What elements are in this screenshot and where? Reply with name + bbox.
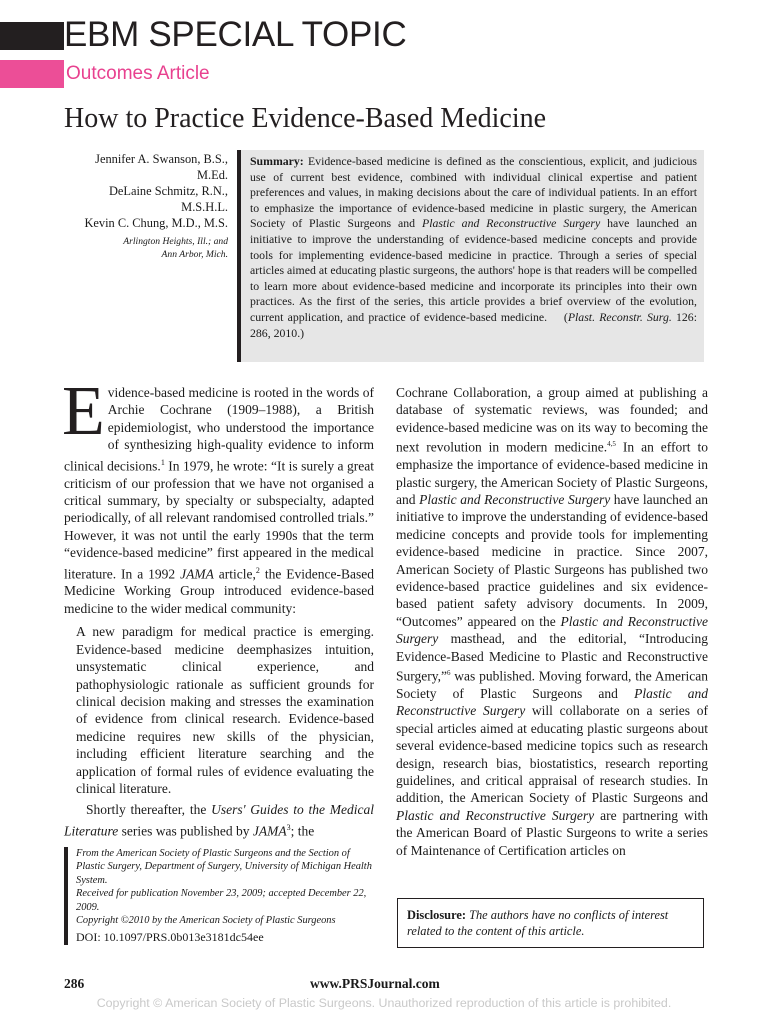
summary-text: have launched an initiative to improve the understanding of evidence-based medicine concepts and provide tools for implementing evidence-based medicine in practice. Through a series of special articles aimed at educating plastic surgeons, the authors' hope is that readers will be compelled to learn more about evidence-based medicine and incorporate its principles into their own practices. As the first of the series, this article provides a brief overview of the evolution, current application, and practice of evidence-based medicine. xyxy=(250,216,697,324)
journal-name: JAMA xyxy=(180,566,214,582)
disclosure-box xyxy=(397,898,704,948)
header-black-bar xyxy=(0,22,64,50)
reference-marker: 6 xyxy=(447,669,451,677)
disclosure-text: The authors have no conflicts of interest related to the content of this article. xyxy=(407,908,669,938)
body-text: the Evidence-Based Medicine Working Group introduced evidence-based medicine to the wider medical community: xyxy=(64,566,374,616)
author-affiliation: Ann Arbor, Mich. xyxy=(161,249,228,260)
header-pink-bar xyxy=(0,60,64,88)
body-text: are partnering with the American Board of Plastic Surgeons to write a series of Maintenance of Certification articles on xyxy=(396,807,708,858)
section-topic: EBM SPECIAL TOPIC xyxy=(64,15,407,54)
author-line: M.Ed. xyxy=(197,168,228,182)
journal-name: Plastic and Reconstructive Surgery xyxy=(396,685,709,719)
body-text: vidence-based medicine is rooted in the words of Archie Cochrane (1909–1988), a British epidemiologist, who understood the importance of synthesizing high-quality evidence to inform clinical decisions. xyxy=(64,385,374,474)
provenance-received: Received for publication November 23, 2009; accepted December 22, 2009. xyxy=(76,888,367,913)
body-text: was published. Moving forward, the American Society of Plastic Surgeons and xyxy=(396,668,708,701)
reference-marker: 2 xyxy=(255,565,260,575)
body-text: ; the xyxy=(290,823,315,839)
body-text: article, xyxy=(213,566,256,582)
summary-box xyxy=(237,150,704,362)
body-text: Cochrane Collaboration, a group aimed at publishing a database of systematic reviews, was founded; and evidence-based medicine was on its way to becoming the next revolution in modern medicine. xyxy=(396,385,708,455)
body-column-left xyxy=(62,373,375,840)
journal-name: JAMA xyxy=(252,823,287,839)
author-affiliation: Arlington Heights, Ill.; and xyxy=(123,236,228,247)
body-text: Shortly thereafter, the xyxy=(86,802,212,818)
summary-label: Summary: xyxy=(250,154,304,168)
body-paragraph xyxy=(62,373,374,617)
reference-marker: 4,5 xyxy=(607,440,616,449)
series-title: Users' Guides to the Medical Literature xyxy=(64,802,375,839)
page-number: 286 xyxy=(64,976,85,991)
body-text: In an effort to emphasize the importance of evidence-based medicine in plastic surgery, the American Society of Plastic Surgeons, and xyxy=(396,439,708,507)
provenance-note xyxy=(64,847,376,945)
copyright-notice: Copyright © American Society of Plastic Surgeons. Unauthorized reproduction of this article is prohibited. xyxy=(96,996,672,1010)
journal-name: Plastic and Reconstructive Surgery xyxy=(396,807,595,823)
body-text: have launched an initiative to improve the understanding of evidence-based medicine concepts and provide tools for implementing evidence-based medicine in practice. Since 2007, American Society of Plastic Surgeons has published two evidence-based practice guidelines and six evidence-based patient safety advisory documents. In 2009, “Outcomes” appeared on the xyxy=(396,491,709,629)
body-text: In 1979, he wrote: “It is surely a great criticism of our profession that we have not organised a critical summary, by specialty or subspecialty, adapted periodically, of all relevant randomised controlled trials.” However, it was not until the early 1990s that the term “evidence-based medicine” first appeared in the medical literature. In a 1992 xyxy=(64,458,374,582)
journal-name: Plastic and Reconstructive Surgery xyxy=(419,491,611,507)
body-paragraph xyxy=(64,801,374,839)
journal-name: Plastic and Reconstructive Surgery xyxy=(396,613,708,647)
provenance-from: From the American Society of Plastic Surgeons and the Section of Plastic Surgery, Department of Surgery, University of Michigan Health System. xyxy=(76,848,372,886)
block-quote: A new paradigm for medical practice is emerging. Evidence-based medicine deemphasizes intuition, unsystematic clinical experience, and pathophysiologic rationale as sufficient grounds for clinical decision making and stresses the examination of evidence from clinical research. Evidence-based medicine requires new skills of the physician, including efficient literature searching and the application of formal rules of evidence evaluating the clinical literature. xyxy=(76,624,374,796)
author-block xyxy=(40,151,228,261)
citation-paren: ( xyxy=(563,309,568,324)
body-text: will collaborate on a series of special articles aimed at educating plastic surgeons about several evidence-based medicine topics such as research design, research bias, biostatistics, research reporting guidelines, and critical appraisal of research studies. In addition, the American Society of Plastic Surgeons and xyxy=(396,703,708,806)
citation-details: 126: 286, 2010.) xyxy=(250,309,697,340)
provenance-copyright: Copyright ©2010 by the American Society of Plastic Surgeons xyxy=(76,915,336,927)
citation-journal: Plast. Reconstr. Surg. xyxy=(567,309,672,324)
drop-cap: E xyxy=(62,373,105,450)
reference-marker: 1 xyxy=(160,457,165,467)
body-paragraph xyxy=(396,384,708,859)
body-column-right xyxy=(396,384,708,859)
author-line: M.S.H.L. xyxy=(181,200,228,214)
body-text: series was published by xyxy=(118,823,253,839)
author-line: DeLaine Schmitz, R.N., xyxy=(108,184,228,198)
disclosure-label: Disclosure: xyxy=(407,908,466,922)
body-text: masthead, and the editorial, “Introducing Evidence-Based Medicine to Plastic and Reconstructive Surgery,” xyxy=(396,631,708,684)
summary-text: Evidence-based medicine is defined as the conscientious, explicit, and judicious use of current best evidence, combined with individual clinical expertise and patient preferences and values, in making decisions about the care of individual patients. In an effort to emphasize the importance of evidence-based medicine in plastic surgery, the American Society of Plastic Surgeons and xyxy=(250,154,698,231)
section-subtopic: Outcomes Article xyxy=(66,63,210,84)
doi: DOI: 10.1097/PRS.0b013e3181dc54ee xyxy=(76,930,264,945)
article-title: How to Practice Evidence-Based Medicine xyxy=(64,103,547,134)
author-line: Kevin C. Chung, M.D., M.S. xyxy=(84,216,228,230)
reference-marker: 3 xyxy=(286,822,291,832)
journal-url: www.PRSJournal.com xyxy=(310,976,440,991)
summary-journal: Plastic and Reconstructive Surgery xyxy=(422,216,601,231)
author-line: Jennifer A. Swanson, B.S., xyxy=(95,152,228,166)
